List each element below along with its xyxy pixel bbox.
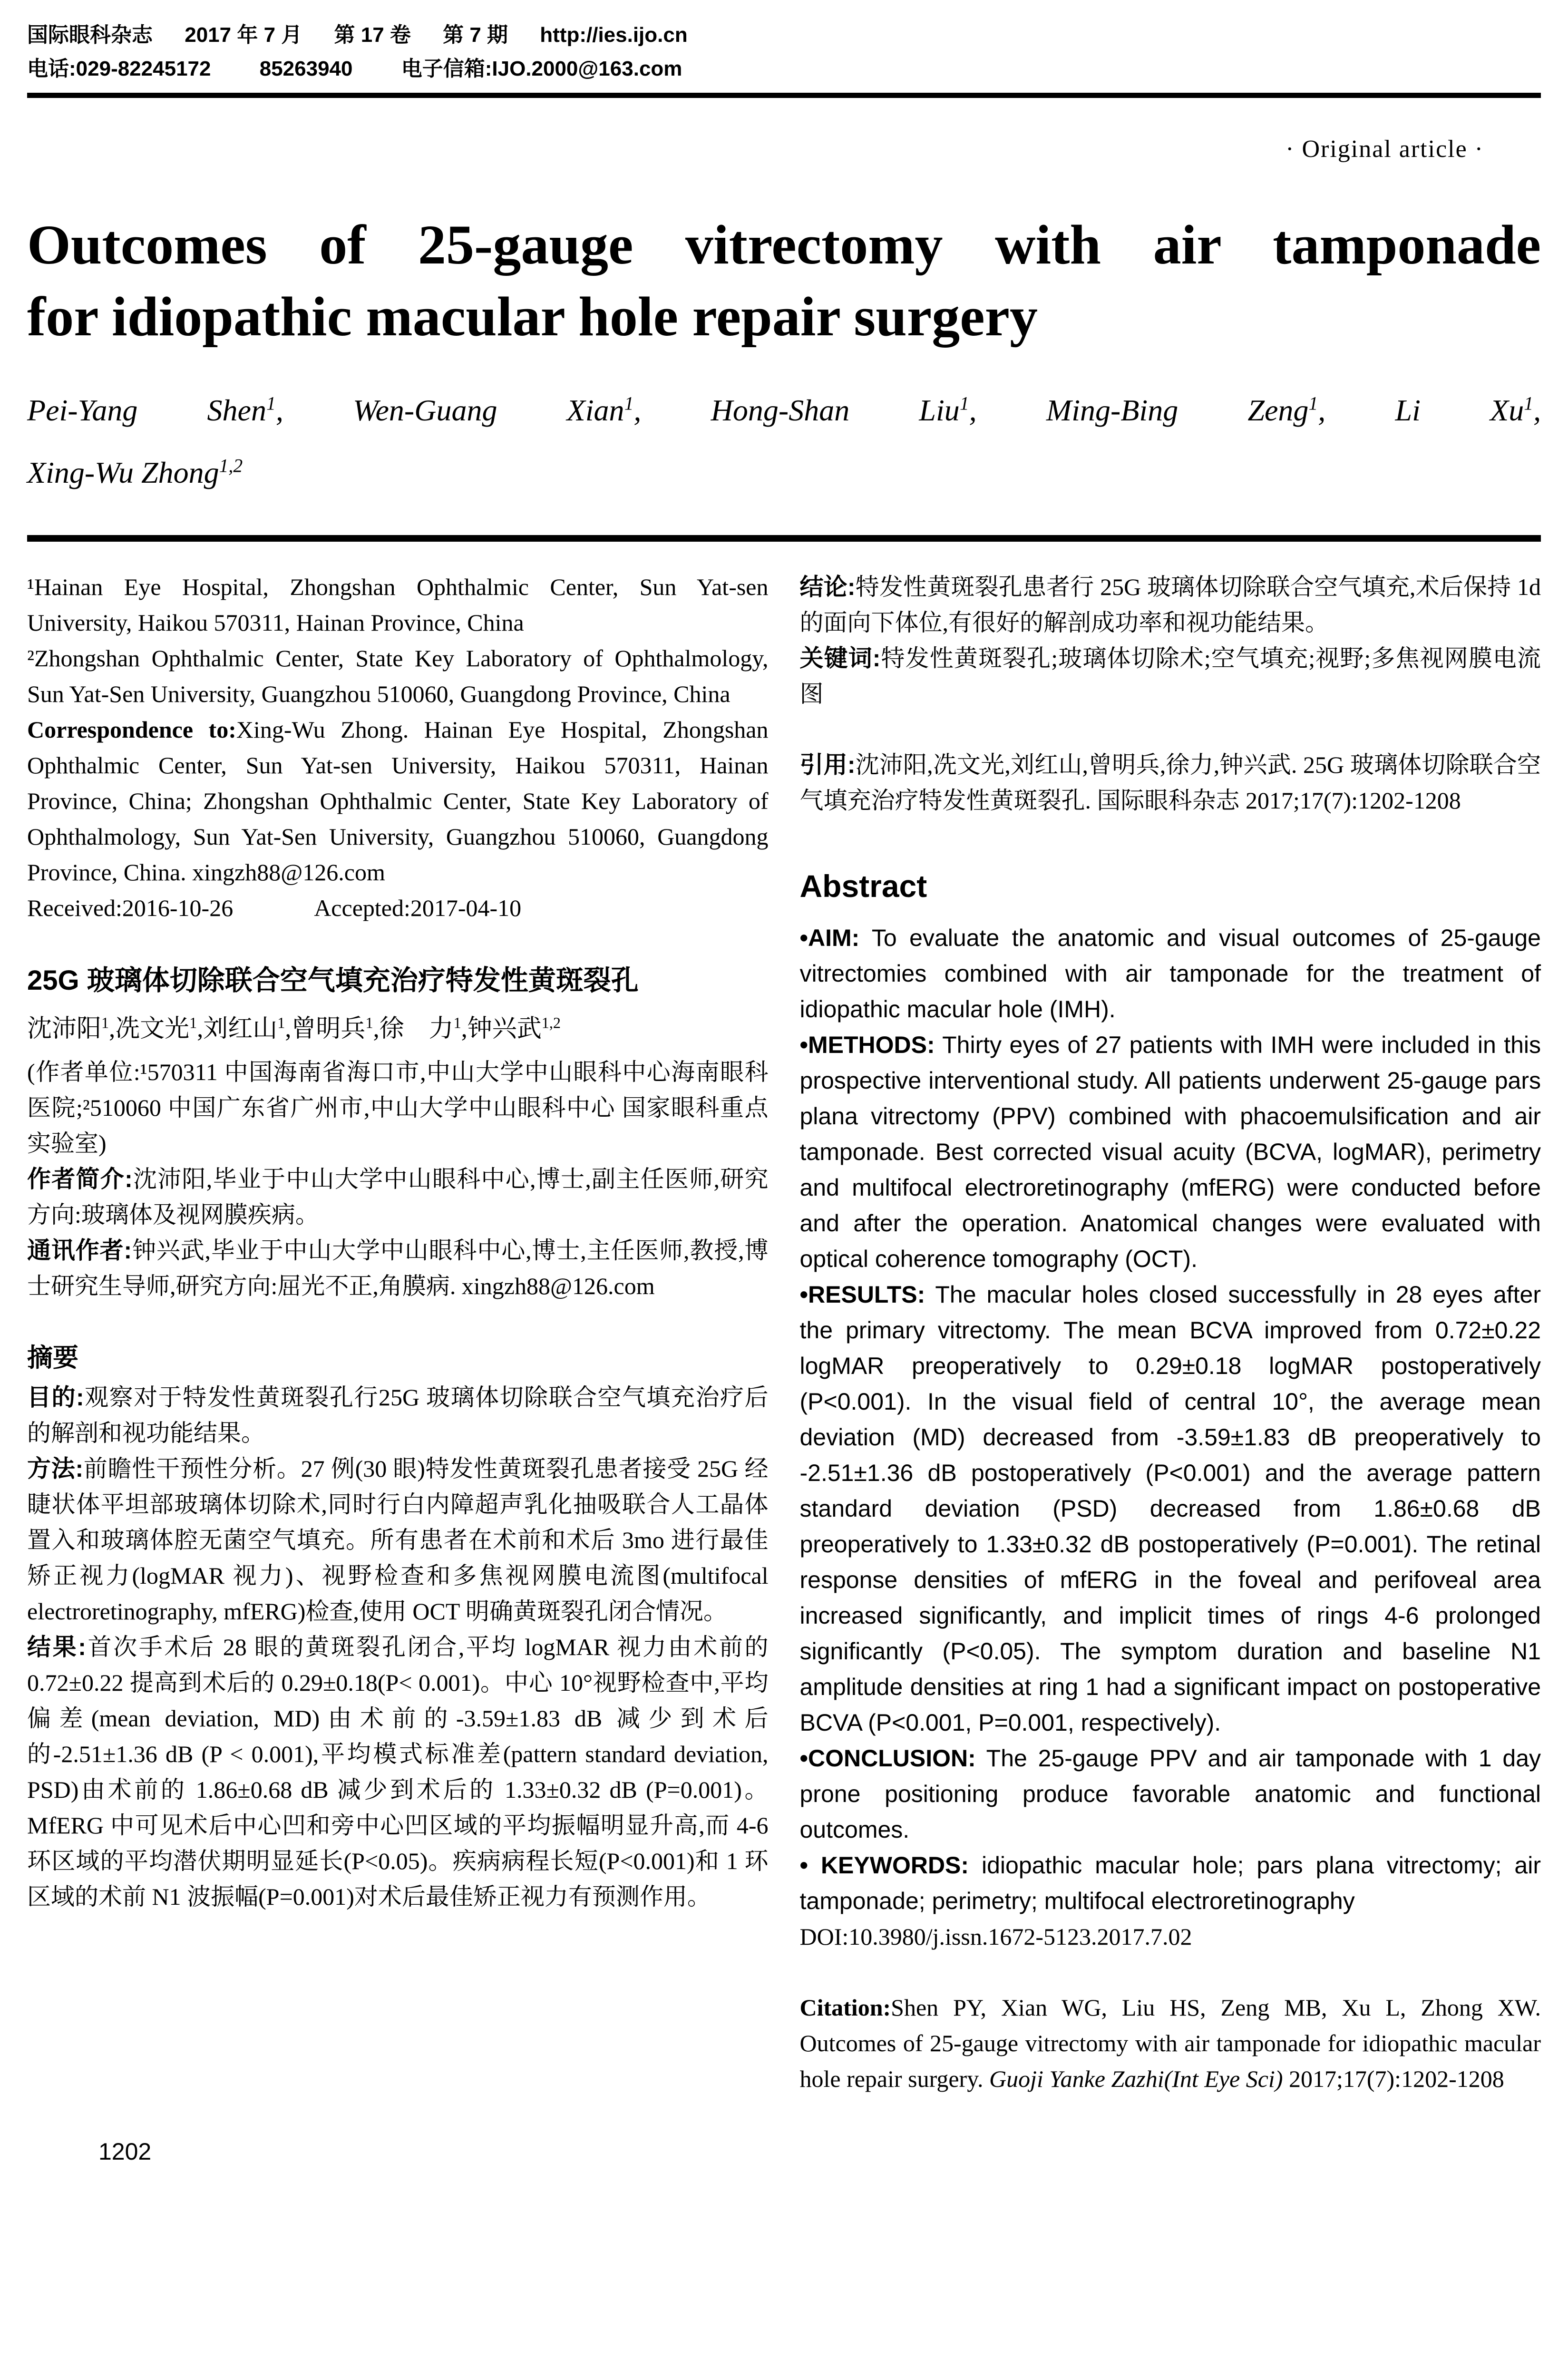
- right-column: [800, 569, 1541, 2097]
- journal-masthead: [27, 18, 1541, 86]
- text: (作者单位:¹570311 中国海南省海口市,中山大学中山眼科中心海南眼科医院;²510060 中国广东省广州市,中山大学中山眼科中心 国家眼科重点实验室): [27, 1058, 769, 1157]
- issue-date: 2017 年 7 月: [185, 23, 302, 47]
- author: Ming-Bing Zeng$^1$,: [1046, 393, 1395, 427]
- cn-citation: [800, 747, 1541, 818]
- title-block-rule: [27, 535, 1541, 542]
- label: • KEYWORDS:: [799, 1851, 969, 1879]
- text: 沈沛阳,毕业于中山大学中山眼科中心,博士,副主任医师,研究方向:玻璃体及视网膜疾病。: [27, 1165, 769, 1228]
- label: 作者简介:: [27, 1165, 133, 1192]
- text: ¹Hainan Eye Hospital, Zhongshan Ophthalmic Center, Sun Yat-sen University, Haikou 570311, Hainan Province, China: [27, 573, 769, 636]
- author: 徐 力$^1$,: [379, 1014, 467, 1042]
- authors-en-line1: [27, 379, 1541, 441]
- author: 沈沛阳$^1$,: [27, 1014, 116, 1042]
- doi: [800, 1919, 1541, 1955]
- text: 沈沛阳,冼文光,刘红山,曾明兵,徐力,钟兴武. 25G 玻璃体切除联合空气填充治疗特发性黄斑裂孔. 国际眼科杂志 2017;17(7):1202-1208: [799, 751, 1541, 814]
- text: Shen PY, Xian WG, Liu HS, Zeng MB, Xu L, Zhong XW. Outcomes of 25-gauge vitrectomy with air tamponade for idiopathic macular hole repair surgery.: [799, 1994, 1541, 2092]
- label: •AIM:: [799, 924, 860, 951]
- abstract-heading: Abstract: [799, 868, 927, 904]
- cn-affiliation: [27, 1054, 769, 1161]
- article-title-line2: for idiopathic macular hole repair surgery: [27, 285, 1038, 348]
- accepted-date: Accepted:2017-04-10: [314, 894, 522, 921]
- text: 观察对于特发性黄斑裂孔行25G 玻璃体切除联合空气填充治疗后的解剖和视功能结果。: [27, 1383, 769, 1446]
- label: •RESULTS:: [799, 1281, 925, 1308]
- text: The macular holes closed successfully in 28 eyes after the primary vitrectomy. The mean BCVA improved from 0.72±0.22 logMAR preoperatively to 0.29±0.18 logMAR postoperatively (P<0.001). In the visual field of central 10°, the average mean deviation (MD) decreased from -3.59±1.83 dB preoperatively to -2.51±1.36 dB postoperatively (P<0.001) and the average pattern standard deviation (PSD) decreased from 1.86±0.68 dB preoperatively to 1.33±0.32 dB postoperatively (P=0.001). The retinal response densities of mfERG in the foveal and perifoveal area increased significantly, and implicit times of rings 4-6 prolonged significantly (P<0.05). The symptom duration and baseline N1 amplitude densities at ring 1 had a significant impact on postoperative BCVA (P<0.001, P=0.001, respectively).: [799, 1281, 1541, 1736]
- journal-phone-alt: 85263940: [259, 57, 353, 81]
- author: 钟兴武$^{1,2}$: [467, 1014, 561, 1042]
- affiliation-2: [27, 641, 769, 712]
- text: To evaluate the anatomic and visual outcomes of 25-gauge vitrectomies combined with air tamponade for the treatment of idiopathic macular hole (IMH).: [799, 924, 1541, 1023]
- label: 结论:: [799, 573, 856, 600]
- article-title: [27, 209, 1541, 352]
- citation: [800, 1990, 1541, 2097]
- authors-cn: [27, 1011, 769, 1048]
- journal-email: 电子信箱:IJO.2000@163.com: [401, 57, 682, 81]
- cn-abstract-results: [27, 1629, 769, 1915]
- correspondence: [27, 712, 769, 890]
- abstract-aim: [800, 920, 1541, 1027]
- cn-corresponding-author: [27, 1233, 769, 1304]
- label: 目的:: [27, 1383, 84, 1411]
- text: 首次手术后 28 眼的黄斑裂孔闭合,平均 logMAR 视力由术前的 0.72±0.22 提高到术后的 0.29±0.18(P< 0.001)。中心 10°视野检查中,平均偏差(mean deviation, MD)由术前的-3.59±1.83 dB 减少到术后的-2.51±1.36 dB (P < 0.001),平均模式标准差(pattern standard deviation, PSD)由术前的 1.86±0.68 dB 减少到术后的 1.33±0.32 dB (P=0.001)。MfERG 中可见术后中心凹和旁中心凹区域的平均振幅明显升高,而 4-6 环区域的平均潜伏期明显延长(P<0.05)。疾病病程长短(P<0.001)和 1 环区域的术前 N1 波振幅(P=0.001)对术后最佳矫正视力有预测作用。: [27, 1633, 769, 1910]
- authors-en: [27, 379, 1541, 504]
- label: Citation:: [799, 1994, 891, 2021]
- journal-website: http://ies.ijo.cn: [540, 23, 688, 47]
- abstract-conclusion: [800, 1741, 1541, 1848]
- page-number: 1202: [98, 2138, 152, 2165]
- journal-name: 国际眼科杂志: [27, 23, 153, 47]
- masthead-line2: [27, 52, 1541, 86]
- text: 钟兴武,毕业于中山大学中山眼科中心,博士,主任医师,教授,博士研究生导师,研究方向:屈光不正,角膜病. xingzh88@126.com: [27, 1237, 769, 1299]
- author: Hong-Shan Liu$^1$,: [711, 393, 1046, 427]
- received-date: Received:2016-10-26: [27, 894, 234, 921]
- abstract-methods: [800, 1027, 1541, 1277]
- author: 曾明兵$^1$,: [291, 1014, 380, 1042]
- author: Xing-Wu Zhong$^{1,2}$: [27, 455, 243, 489]
- article-type-label: · Original article ·: [1286, 135, 1484, 163]
- text: 2017;17(7):1202-1208: [1283, 2065, 1504, 2092]
- author: 刘红山$^1$,: [203, 1014, 292, 1042]
- author: Li Xu$^1$,: [1395, 393, 1541, 427]
- author: 冼文光$^1$,: [115, 1014, 204, 1042]
- received-accepted: [27, 890, 769, 926]
- masthead-rule: [27, 93, 1541, 98]
- cn-keywords: [800, 641, 1541, 712]
- issue-number: 第 7 期: [443, 23, 508, 47]
- journal-name-italic: Guoji Yanke Zazhi(Int Eye Sci): [989, 2065, 1283, 2092]
- text: 特发性黄斑裂孔患者行 25G 玻璃体切除联合空气填充,术后保持 1d 的面向下体位,有很好的解剖成功率和视功能结果。: [799, 573, 1541, 636]
- label: 关键词:: [799, 644, 881, 672]
- authors-en-line2: [27, 441, 1541, 504]
- abstract-keywords: [800, 1848, 1541, 1919]
- cn-abstract-aim: [27, 1380, 769, 1451]
- cn-author-bio: [27, 1161, 769, 1233]
- text: The 25-gauge PPV and air tamponade with 1 day prone positioning produce favorable anatomic and functional outcomes.: [799, 1744, 1541, 1843]
- label: •CONCLUSION:: [799, 1744, 976, 1772]
- article-title-line1: Outcomes of 25-gauge vitrectomy with air tamponade: [27, 213, 1541, 276]
- text: ²Zhongshan Ophthalmic Center, State Key Laboratory of Ophthalmology, Sun Yat-Sen University, Guangzhou 510060, Guangdong Province, China: [27, 644, 769, 707]
- affiliation-1: [27, 569, 769, 641]
- text: idiopathic macular hole; pars plana vitrectomy; air tamponade; perimetry; multifocal electroretinography: [799, 1851, 1541, 1914]
- author: Wen-Guang Xian$^1$,: [353, 393, 711, 427]
- cn-abstract-methods: [27, 1451, 769, 1629]
- text: Thirty eyes of 27 patients with IMH were included in this prospective interventional study. All patients underwent 25-gauge pars plana vitrectomy (PPV) combined with phacoemulsification and air tamponade. Best corrected visual acuity (BCVA, logMAR), perimetry and multifocal electroretinography (mfERG) were conducted before and after the operation. Anatomical changes were evaluated with optical coherence tomography (OCT).: [799, 1031, 1541, 1272]
- text: DOI:10.3980/j.issn.1672-5123.2017.7.02: [799, 1923, 1192, 1950]
- author: Pei-Yang Shen$^1$,: [27, 393, 353, 427]
- label: 通讯作者:: [27, 1237, 132, 1264]
- text: 前瞻性干预性分析。27 例(30 眼)特发性黄斑裂孔患者接受 25G 经睫状体平坦部玻璃体切除术,同时行白内障超声乳化抽吸联合人工晶体置入和玻璃体腔无菌空气填充。所有患者在术前和术后 3mo 进行最佳矫正视力(logMAR 视力)、视野检查和多焦视网膜电流图(multifocal electroretinography, mfERG)检查,使用 OCT 明确黄斑裂孔闭合情况。: [27, 1455, 769, 1625]
- label: 方法:: [27, 1455, 84, 1482]
- text: 特发性黄斑裂孔;玻璃体切除术;空气填充;视野;多焦视网膜电流图: [799, 644, 1541, 707]
- chinese-title: 25G 玻璃体切除联合空气填充治疗特发性黄斑裂孔: [27, 964, 639, 996]
- cn-abstract-heading: 摘要: [27, 1343, 78, 1372]
- journal-phone: 电话:029-82245172: [27, 57, 211, 81]
- left-column: [27, 569, 769, 2097]
- two-column-body: [27, 569, 1541, 2097]
- text: Xing-Wu Zhong. Hainan Eye Hospital, Zhongshan Ophthalmic Center, Sun Yat-sen University, Haikou 570311, Hainan Province, China; Zhongshan Ophthalmic Center, State Key Laboratory of Ophthalmology, Sun Yat-Sen University, Guangzhou 510060, Guangdong Province, China. xingzh88@126.com: [27, 716, 769, 886]
- label: 引用:: [799, 751, 856, 778]
- abstract-results: [800, 1277, 1541, 1741]
- label: Correspondence to:: [27, 716, 236, 743]
- issue-volume: 第 17 卷: [334, 23, 411, 47]
- cn-abstract-conclusion: [800, 569, 1541, 641]
- masthead-line1: [27, 18, 1541, 52]
- label: 结果:: [27, 1633, 86, 1660]
- label: •METHODS:: [799, 1031, 935, 1058]
